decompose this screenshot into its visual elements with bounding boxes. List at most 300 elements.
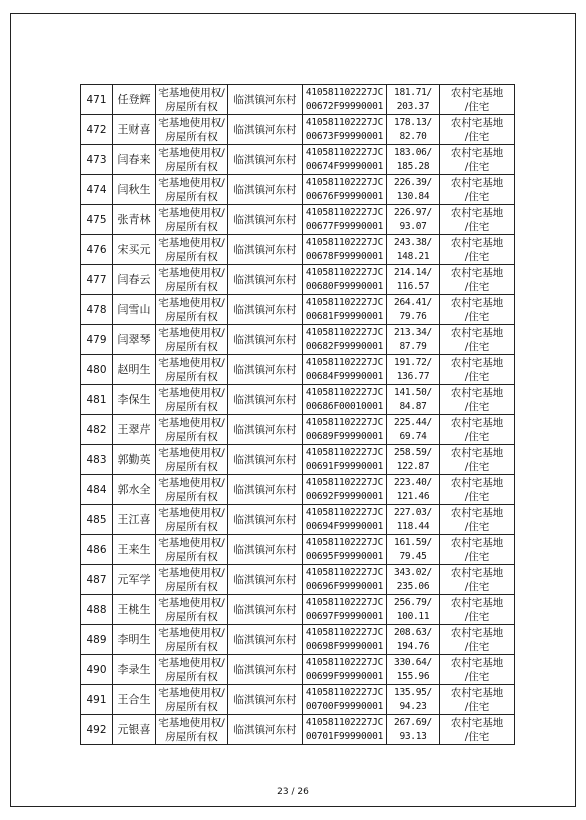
unit-code-line: 410581102227JC xyxy=(305,296,384,308)
land-use-line: 农村宅基地 xyxy=(450,386,504,399)
area-cell xyxy=(387,175,440,205)
right-type-line: 房屋所有权 xyxy=(165,730,218,743)
owner-name-cell: 赵明生 xyxy=(113,355,156,385)
land-use-line: /住宅 xyxy=(464,280,490,293)
row-number-cell: 491 xyxy=(81,685,113,715)
table-row xyxy=(81,715,515,745)
right-type-line: 宅基地使用权/ xyxy=(158,296,225,309)
area-line: 79.45 xyxy=(399,550,427,562)
land-use-line: 农村宅基地 xyxy=(450,656,504,669)
right-type-line: 宅基地使用权/ xyxy=(158,86,225,99)
table-row xyxy=(81,385,515,415)
table-row xyxy=(81,265,515,295)
right-type-cell xyxy=(156,475,228,505)
unit-code-cell xyxy=(303,115,387,145)
owner-name-cell: 李录生 xyxy=(113,655,156,685)
area-line: 122.87 xyxy=(396,460,430,472)
row-number-cell: 474 xyxy=(81,175,113,205)
area-cell xyxy=(387,655,440,685)
unit-code-cell xyxy=(303,175,387,205)
row-number-cell: 492 xyxy=(81,715,113,745)
right-type-cell xyxy=(156,355,228,385)
right-type-cell xyxy=(156,85,228,115)
land-use-cell xyxy=(440,535,515,565)
right-type-line: 房屋所有权 xyxy=(165,640,218,653)
land-use-cell xyxy=(440,295,515,325)
unit-code-line: 00696F99990001 xyxy=(305,580,384,592)
land-use-line: /住宅 xyxy=(464,700,490,713)
land-use-cell xyxy=(440,505,515,535)
unit-code-cell xyxy=(303,445,387,475)
area-cell xyxy=(387,595,440,625)
area-cell xyxy=(387,235,440,265)
land-use-line: /住宅 xyxy=(464,250,490,263)
right-type-cell xyxy=(156,505,228,535)
table-row xyxy=(81,655,515,685)
area-line: 161.59/ xyxy=(394,536,432,548)
area-cell xyxy=(387,625,440,655)
unit-code-line: 00695F99990001 xyxy=(305,550,384,562)
right-type-cell xyxy=(156,595,228,625)
land-use-cell xyxy=(440,235,515,265)
table-row xyxy=(81,235,515,265)
table-row xyxy=(81,295,515,325)
right-type-cell xyxy=(156,385,228,415)
land-use-line: /住宅 xyxy=(464,730,490,743)
land-use-line: /住宅 xyxy=(464,460,490,473)
table-body xyxy=(81,85,515,745)
area-line: 214.14/ xyxy=(394,266,432,278)
right-type-cell xyxy=(156,325,228,355)
unit-code-line: 00682F99990001 xyxy=(305,340,384,352)
area-line: 213.34/ xyxy=(394,326,432,338)
row-number-cell: 473 xyxy=(81,145,113,175)
area-line: 223.40/ xyxy=(394,476,432,488)
location-cell: 临淇镇河东村 xyxy=(228,145,303,175)
land-use-line: /住宅 xyxy=(464,610,490,623)
land-use-cell xyxy=(440,415,515,445)
right-type-cell xyxy=(156,205,228,235)
row-number-cell: 477 xyxy=(81,265,113,295)
table-row xyxy=(81,115,515,145)
owner-name-cell: 闫春来 xyxy=(113,145,156,175)
land-use-cell xyxy=(440,85,515,115)
land-use-cell xyxy=(440,445,515,475)
right-type-cell xyxy=(156,685,228,715)
land-use-line: 农村宅基地 xyxy=(450,416,504,429)
unit-code-cell xyxy=(303,415,387,445)
land-use-line: 农村宅基地 xyxy=(450,236,504,249)
row-number-cell: 490 xyxy=(81,655,113,685)
row-number-cell: 483 xyxy=(81,445,113,475)
table-row xyxy=(81,475,515,505)
area-cell xyxy=(387,505,440,535)
table-row xyxy=(81,415,515,445)
unit-code-line: 410581102227JC xyxy=(305,716,384,728)
land-use-line: 农村宅基地 xyxy=(450,116,504,129)
right-type-line: 宅基地使用权/ xyxy=(158,266,225,279)
row-number-cell: 485 xyxy=(81,505,113,535)
unit-code-line: 00700F99990001 xyxy=(305,700,384,712)
owner-name-cell: 任登辉 xyxy=(113,85,156,115)
unit-code-line: 410581102227JC xyxy=(305,446,384,458)
unit-code-cell xyxy=(303,355,387,385)
land-use-line: /住宅 xyxy=(464,430,490,443)
area-line: 79.76 xyxy=(399,310,427,322)
unit-code-line: 410581102227JC xyxy=(305,506,384,518)
right-type-line: 房屋所有权 xyxy=(165,310,218,323)
owner-name-cell: 张青林 xyxy=(113,205,156,235)
right-type-line: 宅基地使用权/ xyxy=(158,716,225,729)
location-cell: 临淇镇河东村 xyxy=(228,715,303,745)
unit-code-line: 410581102227JC xyxy=(305,326,384,338)
location-cell: 临淇镇河东村 xyxy=(228,445,303,475)
owner-name-cell: 元银喜 xyxy=(113,715,156,745)
table-row xyxy=(81,505,515,535)
unit-code-line: 00684F99990001 xyxy=(305,370,384,382)
table-row xyxy=(81,175,515,205)
area-line: 178.13/ xyxy=(394,116,432,128)
area-cell xyxy=(387,385,440,415)
right-type-line: 房屋所有权 xyxy=(165,430,218,443)
right-type-line: 房屋所有权 xyxy=(165,190,218,203)
right-type-line: 宅基地使用权/ xyxy=(158,236,225,249)
unit-code-line: 410581102227JC xyxy=(305,266,384,278)
unit-code-line: 410581102227JC xyxy=(305,86,384,98)
location-cell: 临淇镇河东村 xyxy=(228,115,303,145)
unit-code-cell xyxy=(303,475,387,505)
area-line: 256.79/ xyxy=(394,596,432,608)
unit-code-line: 00686F00010001 xyxy=(305,400,384,412)
right-type-cell xyxy=(156,145,228,175)
land-use-cell xyxy=(440,175,515,205)
land-use-line: 农村宅基地 xyxy=(450,206,504,219)
owner-name-cell: 李明生 xyxy=(113,625,156,655)
land-use-line: /住宅 xyxy=(464,130,490,143)
row-number-cell: 479 xyxy=(81,325,113,355)
row-number-cell: 489 xyxy=(81,625,113,655)
area-line: 208.63/ xyxy=(394,626,432,638)
unit-code-line: 00698F99990001 xyxy=(305,640,384,652)
area-line: 93.13 xyxy=(399,730,427,742)
owner-name-cell: 王翠芹 xyxy=(113,415,156,445)
unit-code-line: 00674F99990001 xyxy=(305,160,384,172)
area-line: 330.64/ xyxy=(394,656,432,668)
unit-code-cell xyxy=(303,685,387,715)
row-number-cell: 482 xyxy=(81,415,113,445)
area-line: 227.03/ xyxy=(394,506,432,518)
unit-code-cell xyxy=(303,535,387,565)
owner-name-cell: 王财喜 xyxy=(113,115,156,145)
right-type-line: 宅基地使用权/ xyxy=(158,536,225,549)
row-number-cell: 478 xyxy=(81,295,113,325)
row-number-cell: 475 xyxy=(81,205,113,235)
row-number-cell: 481 xyxy=(81,385,113,415)
land-use-line: 农村宅基地 xyxy=(450,176,504,189)
location-cell: 临淇镇河东村 xyxy=(228,625,303,655)
owner-name-cell: 闫雪山 xyxy=(113,295,156,325)
unit-code-line: 410581102227JC xyxy=(305,686,384,698)
row-number-cell: 488 xyxy=(81,595,113,625)
land-use-line: /住宅 xyxy=(464,400,490,413)
unit-code-line: 00673F99990001 xyxy=(305,130,384,142)
right-type-line: 房屋所有权 xyxy=(165,160,218,173)
location-cell: 临淇镇河东村 xyxy=(228,355,303,385)
location-cell: 临淇镇河东村 xyxy=(228,325,303,355)
unit-code-line: 410581102227JC xyxy=(305,386,384,398)
area-line: 243.38/ xyxy=(394,236,432,248)
land-use-line: /住宅 xyxy=(464,190,490,203)
table-row xyxy=(81,85,515,115)
land-use-line: /住宅 xyxy=(464,310,490,323)
unit-code-cell xyxy=(303,85,387,115)
right-type-line: 宅基地使用权/ xyxy=(158,116,225,129)
unit-code-cell xyxy=(303,505,387,535)
area-cell xyxy=(387,325,440,355)
unit-code-line: 410581102227JC xyxy=(305,596,384,608)
row-number-cell: 471 xyxy=(81,85,113,115)
unit-code-line: 00677F99990001 xyxy=(305,220,384,232)
unit-code-line: 410581102227JC xyxy=(305,356,384,368)
unit-code-line: 410581102227JC xyxy=(305,236,384,248)
unit-code-line: 00676F99990001 xyxy=(305,190,384,202)
area-line: 258.59/ xyxy=(394,446,432,458)
land-use-line: 农村宅基地 xyxy=(450,356,504,369)
land-use-line: /住宅 xyxy=(464,580,490,593)
unit-code-line: 00701F99990001 xyxy=(305,730,384,742)
right-type-cell xyxy=(156,235,228,265)
right-type-line: 宅基地使用权/ xyxy=(158,446,225,459)
area-cell xyxy=(387,475,440,505)
row-number-cell: 476 xyxy=(81,235,113,265)
area-cell xyxy=(387,715,440,745)
land-use-line: 农村宅基地 xyxy=(450,86,504,99)
unit-code-line: 00694F99990001 xyxy=(305,520,384,532)
land-use-line: /住宅 xyxy=(464,220,490,233)
right-type-cell xyxy=(156,655,228,685)
unit-code-line: 00692F99990001 xyxy=(305,490,384,502)
area-line: 69.74 xyxy=(399,430,427,442)
row-number-cell: 472 xyxy=(81,115,113,145)
owner-name-cell: 闫秋生 xyxy=(113,175,156,205)
area-cell xyxy=(387,265,440,295)
land-use-cell xyxy=(440,475,515,505)
right-type-cell xyxy=(156,625,228,655)
area-cell xyxy=(387,445,440,475)
area-line: 235.06 xyxy=(396,580,430,592)
location-cell: 临淇镇河东村 xyxy=(228,295,303,325)
area-line: 226.39/ xyxy=(394,176,432,188)
area-line: 84.87 xyxy=(399,400,427,412)
table-row xyxy=(81,325,515,355)
land-use-line: /住宅 xyxy=(464,550,490,563)
right-type-cell xyxy=(156,295,228,325)
property-register-table xyxy=(80,84,515,745)
unit-code-line: 00689F99990001 xyxy=(305,430,384,442)
unit-code-line: 410581102227JC xyxy=(305,146,384,158)
owner-name-cell: 李保生 xyxy=(113,385,156,415)
unit-code-line: 410581102227JC xyxy=(305,416,384,428)
land-use-cell xyxy=(440,625,515,655)
unit-code-cell xyxy=(303,235,387,265)
unit-code-line: 00681F99990001 xyxy=(305,310,384,322)
land-use-line: /住宅 xyxy=(464,490,490,503)
area-line: 185.28 xyxy=(396,160,430,172)
right-type-line: 宅基地使用权/ xyxy=(158,356,225,369)
land-use-line: 农村宅基地 xyxy=(450,506,504,519)
land-use-line: 农村宅基地 xyxy=(450,476,504,489)
owner-name-cell: 郭水全 xyxy=(113,475,156,505)
area-line: 183.06/ xyxy=(394,146,432,158)
right-type-line: 房屋所有权 xyxy=(165,670,218,683)
unit-code-cell xyxy=(303,715,387,745)
area-cell xyxy=(387,415,440,445)
area-line: 121.46 xyxy=(396,490,430,502)
right-type-line: 宅基地使用权/ xyxy=(158,326,225,339)
right-type-line: 房屋所有权 xyxy=(165,610,218,623)
land-use-line: /住宅 xyxy=(464,340,490,353)
unit-code-cell xyxy=(303,565,387,595)
right-type-line: 宅基地使用权/ xyxy=(158,386,225,399)
unit-code-line: 410581102227JC xyxy=(305,566,384,578)
area-cell xyxy=(387,295,440,325)
row-number-cell: 480 xyxy=(81,355,113,385)
area-line: 203.37 xyxy=(396,100,430,112)
unit-code-line: 410581102227JC xyxy=(305,116,384,128)
right-type-cell xyxy=(156,565,228,595)
right-type-line: 房屋所有权 xyxy=(165,460,218,473)
location-cell: 临淇镇河东村 xyxy=(228,85,303,115)
right-type-line: 房屋所有权 xyxy=(165,100,218,113)
land-use-cell xyxy=(440,145,515,175)
land-use-line: 农村宅基地 xyxy=(450,326,504,339)
location-cell: 临淇镇河东村 xyxy=(228,175,303,205)
area-line: 141.50/ xyxy=(394,386,432,398)
area-line: 116.57 xyxy=(396,280,430,292)
area-cell xyxy=(387,685,440,715)
unit-code-cell xyxy=(303,325,387,355)
land-use-line: /住宅 xyxy=(464,670,490,683)
location-cell: 临淇镇河东村 xyxy=(228,595,303,625)
owner-name-cell: 郭勤英 xyxy=(113,445,156,475)
right-type-cell xyxy=(156,415,228,445)
right-type-line: 宅基地使用权/ xyxy=(158,146,225,159)
location-cell: 临淇镇河东村 xyxy=(228,565,303,595)
area-line: 225.44/ xyxy=(394,416,432,428)
land-use-line: 农村宅基地 xyxy=(450,716,504,729)
area-line: 82.70 xyxy=(399,130,427,142)
right-type-line: 宅基地使用权/ xyxy=(158,626,225,639)
unit-code-line: 00680F99990001 xyxy=(305,280,384,292)
right-type-line: 宅基地使用权/ xyxy=(158,596,225,609)
land-use-line: 农村宅基地 xyxy=(450,536,504,549)
land-use-line: 农村宅基地 xyxy=(450,596,504,609)
location-cell: 临淇镇河东村 xyxy=(228,475,303,505)
area-line: 343.02/ xyxy=(394,566,432,578)
unit-code-line: 00697F99990001 xyxy=(305,610,384,622)
unit-code-cell xyxy=(303,265,387,295)
right-type-line: 宅基地使用权/ xyxy=(158,566,225,579)
area-line: 135.95/ xyxy=(394,686,432,698)
right-type-cell xyxy=(156,115,228,145)
land-use-line: /住宅 xyxy=(464,370,490,383)
unit-code-line: 00678F99990001 xyxy=(305,250,384,262)
land-use-cell xyxy=(440,655,515,685)
row-number-cell: 487 xyxy=(81,565,113,595)
land-use-line: 农村宅基地 xyxy=(450,446,504,459)
area-line: 155.96 xyxy=(396,670,430,682)
unit-code-cell xyxy=(303,205,387,235)
right-type-cell xyxy=(156,265,228,295)
land-use-line: 农村宅基地 xyxy=(450,266,504,279)
area-line: 181.71/ xyxy=(394,86,432,98)
owner-name-cell: 闫翠琴 xyxy=(113,325,156,355)
unit-code-cell xyxy=(303,295,387,325)
row-number-cell: 484 xyxy=(81,475,113,505)
table-row xyxy=(81,205,515,235)
land-use-line: /住宅 xyxy=(464,640,490,653)
location-cell: 临淇镇河东村 xyxy=(228,205,303,235)
unit-code-cell xyxy=(303,595,387,625)
land-use-line: 农村宅基地 xyxy=(450,686,504,699)
right-type-line: 宅基地使用权/ xyxy=(158,656,225,669)
area-cell xyxy=(387,145,440,175)
owner-name-cell: 元军学 xyxy=(113,565,156,595)
right-type-line: 宅基地使用权/ xyxy=(158,506,225,519)
land-use-cell xyxy=(440,565,515,595)
location-cell: 临淇镇河东村 xyxy=(228,265,303,295)
right-type-line: 房屋所有权 xyxy=(165,520,218,533)
area-line: 136.77 xyxy=(396,370,430,382)
land-use-line: 农村宅基地 xyxy=(450,146,504,159)
location-cell: 临淇镇河东村 xyxy=(228,535,303,565)
location-cell: 临淇镇河东村 xyxy=(228,655,303,685)
area-cell xyxy=(387,85,440,115)
unit-code-cell xyxy=(303,145,387,175)
right-type-line: 宅基地使用权/ xyxy=(158,476,225,489)
owner-name-cell: 王合生 xyxy=(113,685,156,715)
land-use-cell xyxy=(440,115,515,145)
unit-code-line: 410581102227JC xyxy=(305,476,384,488)
unit-code-line: 00699F99990001 xyxy=(305,670,384,682)
table-row xyxy=(81,355,515,385)
owner-name-cell: 闫春云 xyxy=(113,265,156,295)
area-line: 87.79 xyxy=(399,340,427,352)
unit-code-line: 410581102227JC xyxy=(305,176,384,188)
land-use-cell xyxy=(440,385,515,415)
row-number-cell: 486 xyxy=(81,535,113,565)
area-cell xyxy=(387,565,440,595)
land-use-cell xyxy=(440,595,515,625)
right-type-line: 房屋所有权 xyxy=(165,220,218,233)
area-line: 100.11 xyxy=(396,610,430,622)
area-line: 194.76 xyxy=(396,640,430,652)
owner-name-cell: 宋买元 xyxy=(113,235,156,265)
table-row xyxy=(81,445,515,475)
right-type-line: 房屋所有权 xyxy=(165,130,218,143)
location-cell: 临淇镇河东村 xyxy=(228,505,303,535)
right-type-line: 房屋所有权 xyxy=(165,580,218,593)
land-use-line: 农村宅基地 xyxy=(450,626,504,639)
area-line: 148.21 xyxy=(396,250,430,262)
land-use-line: /住宅 xyxy=(464,520,490,533)
right-type-cell xyxy=(156,445,228,475)
right-type-line: 宅基地使用权/ xyxy=(158,686,225,699)
unit-code-line: 410581102227JC xyxy=(305,536,384,548)
area-line: 191.72/ xyxy=(394,356,432,368)
right-type-line: 房屋所有权 xyxy=(165,280,218,293)
area-line: 93.07 xyxy=(399,220,427,232)
